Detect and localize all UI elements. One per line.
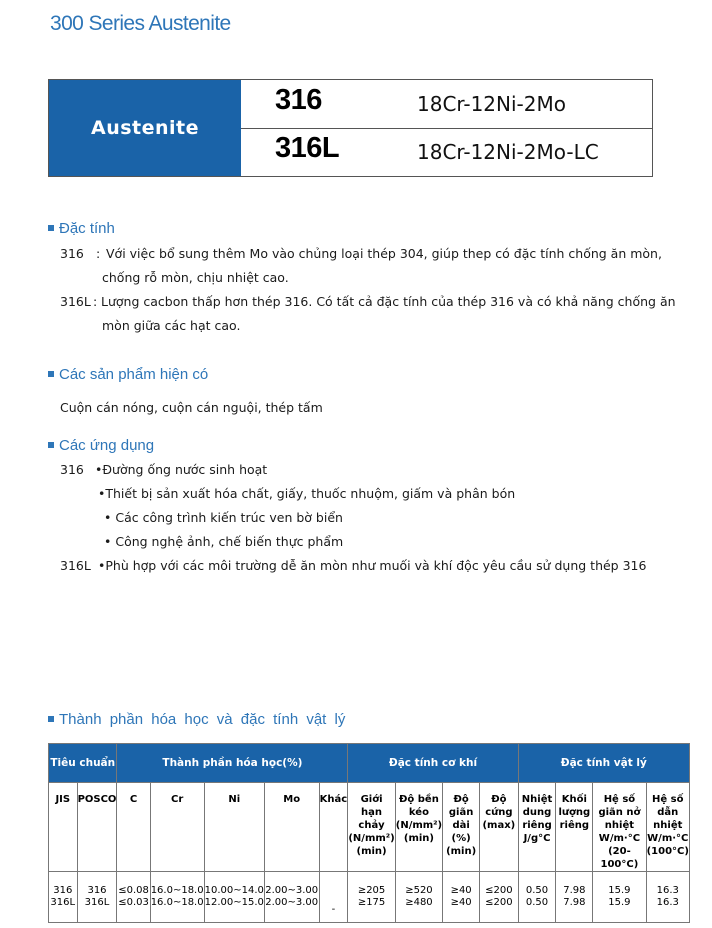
table-row bbox=[49, 872, 690, 923]
cell-line: kéo bbox=[408, 807, 429, 818]
col-conductivity bbox=[646, 783, 689, 872]
products-heading-text: Các sản phẩm hiện có bbox=[59, 366, 209, 383]
cell-line: 7.98 bbox=[563, 897, 586, 908]
grade-code: 316L bbox=[275, 132, 340, 164]
cell-yield bbox=[348, 872, 395, 923]
cell-line: 15.9 bbox=[608, 885, 631, 896]
application-grade-code: 316 bbox=[60, 462, 84, 477]
cell-line: ≥480 bbox=[405, 897, 433, 908]
cell-line: (min) bbox=[356, 846, 387, 857]
cell-line: Hệ số bbox=[603, 794, 636, 805]
application-grade-code: 316L bbox=[60, 558, 91, 573]
col-hardness bbox=[480, 783, 519, 872]
col-cr: Cr bbox=[150, 783, 204, 872]
cell-line: (N/mm²) bbox=[348, 833, 395, 844]
cell-hardness bbox=[480, 872, 519, 923]
cell-line: Độ bbox=[453, 794, 469, 805]
features-heading bbox=[48, 220, 115, 237]
table-section-heading-text: Thành phần hóa học và đặc tính vật lý bbox=[59, 711, 346, 728]
grade-header-box bbox=[48, 79, 653, 177]
col-c: C bbox=[117, 783, 150, 872]
cell-line: J/g°C bbox=[523, 833, 551, 844]
cell-line: 316L bbox=[50, 897, 76, 908]
cell-density bbox=[556, 872, 593, 923]
col-mo: Mo bbox=[264, 783, 319, 872]
table-group-header-row bbox=[49, 744, 690, 783]
cell-line: 10.00~14.0 bbox=[204, 885, 264, 896]
square-bullet-icon bbox=[48, 371, 54, 377]
table-section-heading bbox=[48, 711, 345, 728]
products-text: Cuộn cán nóng, cuộn cán nguội, thép tấm bbox=[60, 400, 323, 415]
header-mechanical: Đặc tính cơ khí bbox=[348, 744, 518, 783]
feature-separator: : bbox=[96, 246, 101, 261]
feature-text-line: mòn giữa các hạt cao. bbox=[102, 318, 241, 333]
cell-line: W/m·°C bbox=[598, 833, 641, 844]
grade-code: 316 bbox=[275, 84, 322, 116]
cell-other: - bbox=[319, 872, 348, 923]
cell-line: (20-100°C) bbox=[600, 846, 639, 870]
application-item: •Phù hợp với các môi trường dễ ăn mòn như muối và khí độc yêu cầu sử dụng thép 316 bbox=[98, 558, 647, 573]
cell-line: ≥40 bbox=[450, 885, 472, 896]
cell-line: (min) bbox=[446, 846, 477, 857]
cell-line: hạn bbox=[361, 807, 383, 818]
cell-elongation bbox=[443, 872, 480, 923]
col-jis: JIS bbox=[49, 783, 78, 872]
cell-line: chảy bbox=[358, 820, 385, 831]
cell-line: 0.50 bbox=[525, 885, 549, 896]
col-specific-heat bbox=[518, 783, 556, 872]
cell-line: (100°C) bbox=[646, 846, 689, 857]
cell-line: Độ bền bbox=[399, 794, 439, 805]
cell-line: cứng bbox=[485, 807, 513, 818]
cell-line: 316L bbox=[84, 897, 110, 908]
cell-line: 12.00~15.0 bbox=[204, 897, 264, 908]
cell-line: W/m·°C bbox=[647, 833, 689, 844]
cell-line: ≤0.08 bbox=[118, 885, 149, 896]
cell-line: ≤200 bbox=[485, 897, 513, 908]
cell-line: Giới bbox=[360, 794, 383, 805]
cell-line: riêng bbox=[559, 820, 590, 831]
square-bullet-icon bbox=[48, 225, 54, 231]
col-density bbox=[556, 783, 593, 872]
cell-conductivity bbox=[646, 872, 689, 923]
header-standard: Tiêu chuẩn bbox=[49, 744, 117, 783]
cell-line: Hệ số bbox=[652, 794, 684, 805]
cell-line: ≤0.03 bbox=[118, 897, 149, 908]
col-posco: POSCO bbox=[77, 783, 117, 872]
cell-line: dung bbox=[522, 807, 552, 818]
cell-mo bbox=[264, 872, 319, 923]
cell-cr bbox=[150, 872, 204, 923]
cell-line: dẫn nhiệt bbox=[653, 807, 683, 831]
page-title: 300 Series Austenite bbox=[50, 12, 231, 35]
cell-c bbox=[117, 872, 150, 923]
square-bullet-icon bbox=[48, 716, 54, 722]
col-other: Khác bbox=[319, 783, 348, 872]
cell-line: (N/mm²) bbox=[395, 820, 443, 831]
cell-line: 316 bbox=[53, 885, 73, 896]
features-heading-text: Đặc tính bbox=[59, 220, 115, 237]
feature-text-line: chống rỗ mòn, chịu nhiệt cao. bbox=[102, 270, 289, 285]
application-item: •Thiết bị sản xuất hóa chất, giấy, thuốc nhuộm, giấm và phân bón bbox=[98, 486, 516, 501]
application-item: •Đường ống nước sinh hoạt bbox=[95, 462, 268, 477]
cell-line: nhiệt bbox=[604, 820, 635, 831]
cell-line: 316 bbox=[87, 885, 107, 896]
cell-line: ≤200 bbox=[485, 885, 513, 896]
cell-line: giãn nở bbox=[598, 807, 641, 818]
application-item: • Công nghệ ảnh, chế biến thực phẩm bbox=[104, 534, 344, 549]
col-tensile bbox=[395, 783, 442, 872]
cell-line: ≥520 bbox=[405, 885, 433, 896]
cell-line: 16.3 bbox=[656, 897, 679, 908]
cell-line: (min) bbox=[403, 833, 434, 844]
cell-ni bbox=[204, 872, 264, 923]
cell-line: Khối bbox=[561, 794, 587, 805]
cell-line: 7.98 bbox=[563, 885, 586, 896]
cell-posco bbox=[77, 872, 117, 923]
cell-line: (%) bbox=[451, 833, 471, 844]
cell-line: 16.0~18.0 bbox=[150, 897, 204, 908]
feature-text-line: Với việc bổ sung thêm Mo vào chủng loại thép 304, giúp thep có đặc tính chống ăn mòn, bbox=[106, 246, 662, 261]
applications-heading-text: Các ứng dụng bbox=[59, 437, 155, 454]
products-heading bbox=[48, 366, 208, 383]
cell-line: 16.3 bbox=[656, 885, 679, 896]
feature-grade-code: 316L bbox=[60, 294, 91, 309]
table-sub-header-row bbox=[49, 783, 690, 872]
cell-line: 2.00~3.00 bbox=[265, 885, 319, 896]
grade-row bbox=[241, 128, 652, 176]
square-bullet-icon bbox=[48, 442, 54, 448]
cell-line: lượng bbox=[558, 807, 591, 818]
cell-line: dài bbox=[452, 820, 470, 831]
cell-jis bbox=[49, 872, 78, 923]
cell-line: riêng bbox=[522, 820, 552, 831]
application-item: • Các công trình kiến trúc ven bờ biển bbox=[104, 510, 343, 525]
steel-family-label: Austenite bbox=[49, 80, 241, 176]
grade-composition: 18Cr-12Ni-2Mo bbox=[417, 92, 566, 116]
cell-line: Nhiệt bbox=[521, 794, 553, 805]
properties-table bbox=[48, 743, 690, 923]
cell-line: ≥175 bbox=[357, 897, 386, 908]
col-ni: Ni bbox=[204, 783, 264, 872]
cell-expansion bbox=[593, 872, 646, 923]
cell-line: 0.50 bbox=[525, 897, 549, 908]
col-yield bbox=[348, 783, 395, 872]
grade-composition: 18Cr-12Ni-2Mo-LC bbox=[417, 140, 599, 164]
feature-separator: : bbox=[93, 294, 98, 309]
cell-tensile bbox=[395, 872, 442, 923]
feature-grade-code: 316 bbox=[60, 246, 84, 261]
grade-row bbox=[241, 80, 652, 129]
cell-line: 2.00~3.00 bbox=[265, 897, 319, 908]
cell-specific-heat bbox=[518, 872, 556, 923]
col-elongation bbox=[443, 783, 480, 872]
header-physical: Đặc tính vật lý bbox=[518, 744, 689, 783]
cell-line: (max) bbox=[482, 820, 516, 831]
cell-line: ≥205 bbox=[357, 885, 386, 896]
cell-line: 15.9 bbox=[608, 897, 631, 908]
cell-line: ≥40 bbox=[450, 897, 472, 908]
col-expansion bbox=[593, 783, 646, 872]
cell-line: Độ bbox=[491, 794, 507, 805]
cell-line: giãn bbox=[448, 807, 474, 818]
header-chemical: Thành phần hóa học(%) bbox=[117, 744, 348, 783]
applications-heading bbox=[48, 437, 154, 454]
feature-text-line: Lượng cacbon thấp hơn thép 316. Có tất cả đặc tính của thép 316 và có khả năng chống ăn bbox=[101, 294, 676, 309]
cell-line: 16.0~18.0 bbox=[150, 885, 204, 896]
